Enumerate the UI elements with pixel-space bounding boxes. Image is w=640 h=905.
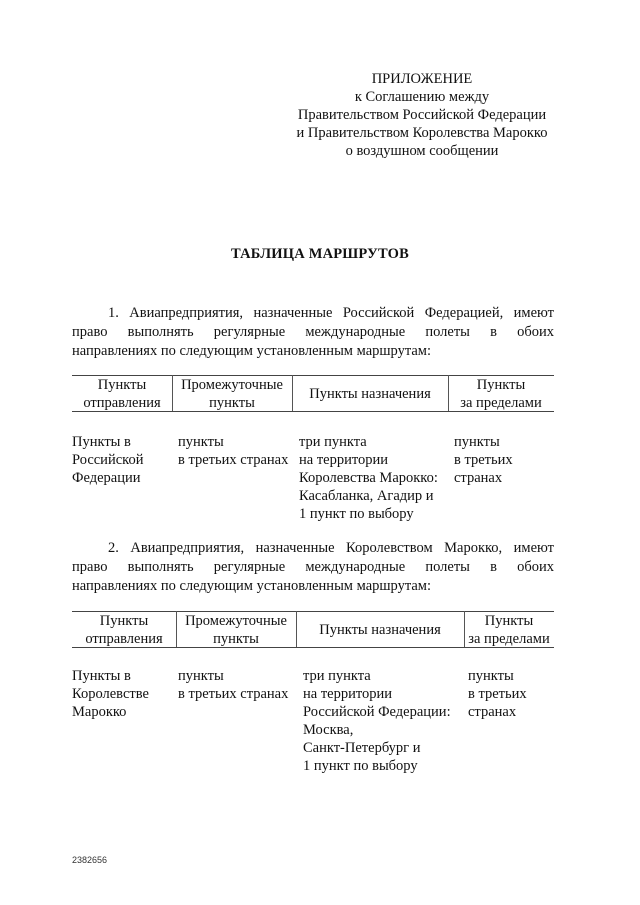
appendix-line: и Правительством Королевства Марокко bbox=[296, 125, 548, 141]
cell-beyond: пункты в третьих странах bbox=[468, 668, 527, 720]
document-code: 2382656 bbox=[72, 855, 108, 865]
header-departure: Пункты отправления bbox=[83, 377, 161, 411]
paragraph-line: направлениях по следующим установленным маршрутам: bbox=[72, 578, 432, 594]
cell-beyond: пункты в третьих странах bbox=[454, 434, 513, 486]
header-departure: Пункты отправления bbox=[85, 613, 163, 647]
section1-paragraph bbox=[72, 304, 554, 361]
appendix-line: ПРИЛОЖЕНИЕ bbox=[371, 71, 473, 87]
paragraph-line: право выполнять регулярные международные полеты в обоих bbox=[72, 559, 554, 575]
table-header bbox=[72, 611, 554, 649]
cell-destination: три пункта на территории Российской Федерации: Москва, Санкт-Петербург и 1 пункт по выбору bbox=[303, 668, 451, 774]
appendix-line: к Соглашению между bbox=[354, 89, 490, 105]
section2-paragraph bbox=[72, 539, 554, 596]
header-destination: Пункты назначения bbox=[309, 386, 431, 402]
header-beyond: Пункты за пределами bbox=[460, 377, 542, 411]
paragraph-line: право выполнять регулярные международные полеты в обоих bbox=[72, 324, 554, 340]
page-title: ТАБЛИЦА МАРШРУТОВ bbox=[230, 246, 409, 262]
header-beyond: Пункты за пределами bbox=[468, 613, 550, 647]
paragraph-line: направлениях по следующим установленным маршрутам: bbox=[72, 343, 432, 359]
routes-table-2 bbox=[72, 611, 554, 779]
header-intermediate: Промежуточные пункты bbox=[181, 377, 283, 411]
appendix-header bbox=[282, 70, 562, 160]
cell-departure: Пункты в Королевстве Марокко bbox=[72, 668, 149, 720]
cell-destination: три пункта на территории Королевства Марокко: Касабланка, Агадир и 1 пункт по выбору bbox=[299, 434, 438, 522]
table-row bbox=[72, 413, 554, 523]
routes-table-1 bbox=[72, 375, 554, 523]
table-row bbox=[72, 649, 554, 779]
table-header bbox=[72, 375, 554, 413]
cell-intermediate: пункты в третьих странах bbox=[178, 434, 289, 468]
appendix-line: о воздушном сообщении bbox=[345, 143, 499, 159]
cell-departure: Пункты в Российской Федерации bbox=[72, 434, 144, 486]
paragraph-line: 1. Авиапредприятия, назначенные Российской Федерацией, имеют bbox=[108, 305, 554, 321]
appendix-line: Правительством Российской Федерации bbox=[297, 107, 547, 123]
paragraph-line: 2. Авиапредприятия, назначенные Королевством Марокко, имеют bbox=[108, 540, 554, 556]
header-destination: Пункты назначения bbox=[319, 622, 441, 638]
cell-intermediate: пункты в третьих странах bbox=[178, 668, 289, 702]
header-intermediate: Промежуточные пункты bbox=[185, 613, 287, 647]
